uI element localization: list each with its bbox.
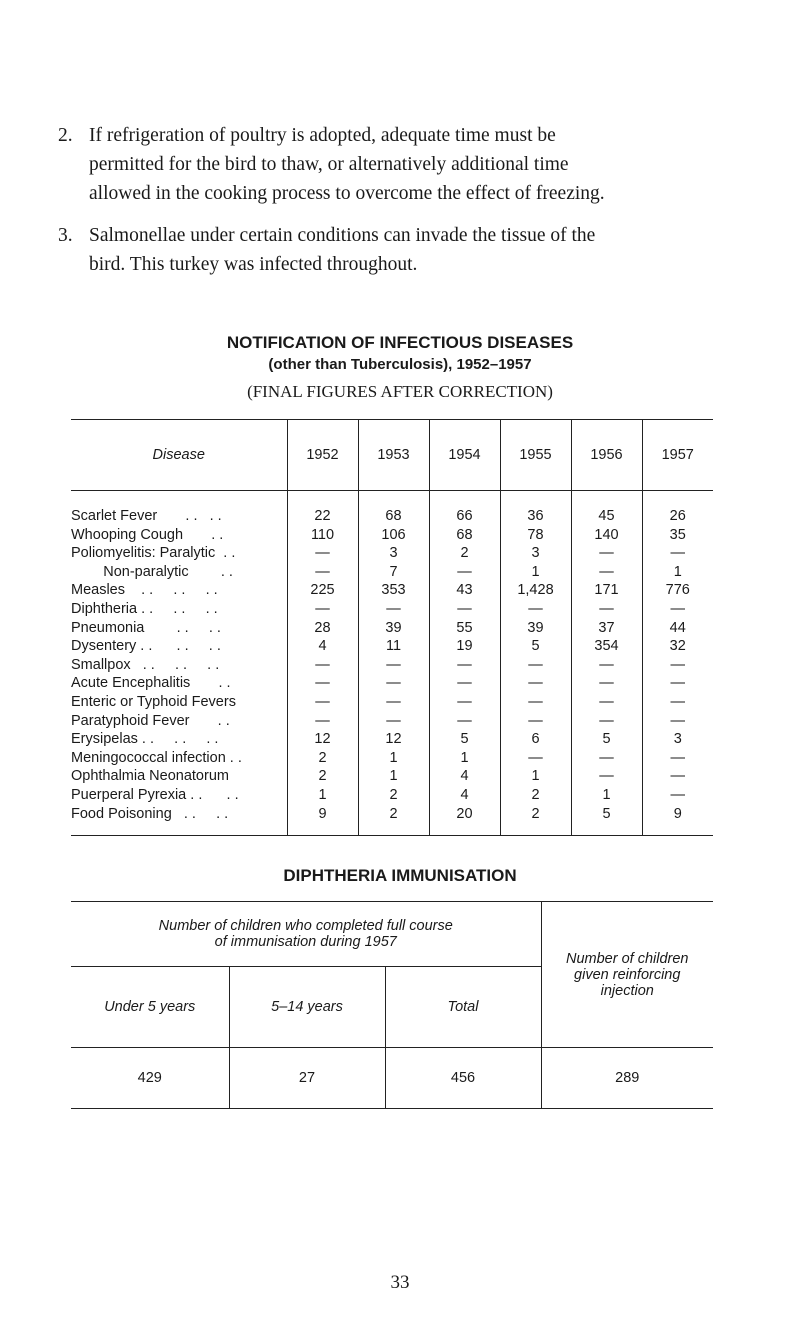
table-row	[71, 526, 713, 545]
table-cell: 140	[571, 526, 642, 545]
table-cell: 19	[429, 637, 500, 656]
disease-name: Scarlet Fever . . . .	[71, 508, 222, 524]
paragraph-line: Salmonellae under certain conditions can invade the tissue of the	[89, 225, 596, 246]
table-cell: —	[571, 712, 642, 731]
table-cell: 110	[287, 526, 358, 545]
disease-name: Dysentery . . . . . .	[71, 638, 221, 655]
table-cell: 3	[642, 730, 713, 749]
table-header-row	[71, 902, 713, 967]
table-cell: 28	[287, 619, 358, 638]
table-cell: —	[287, 563, 358, 582]
table-cell: 43	[429, 581, 500, 600]
table-cell: —	[287, 712, 358, 731]
table-cell: 1	[642, 563, 713, 582]
table-cell: —	[429, 712, 500, 731]
table-cell: —	[500, 674, 571, 693]
table-cell: 4	[287, 637, 358, 656]
table-cell: —	[642, 786, 713, 805]
table-cell: 9	[287, 805, 358, 836]
table-cell: 32	[642, 637, 713, 656]
notification-subtitle: (other than Tuberculosis), 1952–1957	[268, 356, 532, 373]
disease-name: Whooping Cough . .	[71, 526, 224, 543]
table-cell: 1	[500, 767, 571, 786]
disease-name: Erysipelas . . . . . .	[71, 731, 219, 748]
immunisation-table	[71, 901, 713, 1109]
table-cell: 68	[429, 526, 500, 545]
table-row	[71, 619, 713, 638]
table-cell: 1	[358, 767, 429, 786]
table-cell: —	[642, 749, 713, 768]
table-cell: 26	[642, 491, 713, 526]
table-cell: —	[571, 749, 642, 768]
table-cell: 35	[642, 526, 713, 545]
column-header: 1956	[571, 420, 642, 491]
table-cell: 2	[287, 767, 358, 786]
table-row	[71, 674, 713, 693]
reinforcing-header	[541, 902, 713, 1048]
paragraph-line: bird. This turkey was infected throughout.	[89, 254, 418, 275]
table-cell: 37	[571, 619, 642, 638]
table-row	[71, 712, 713, 731]
table-cell: —	[358, 600, 429, 619]
table-cell: 6	[500, 730, 571, 749]
table-cell: 20	[429, 805, 500, 836]
table-header-row	[71, 420, 713, 491]
table-row	[71, 544, 713, 563]
table-cell: —	[500, 749, 571, 768]
table-cell: —	[358, 674, 429, 693]
table-cell: —	[500, 693, 571, 712]
table-cell: —	[642, 656, 713, 675]
paragraph-line: If refrigeration of poultry is adopted, adequate time must be	[89, 125, 556, 146]
notification-table	[71, 419, 713, 836]
table-cell: —	[642, 767, 713, 786]
table-row	[71, 581, 713, 600]
disease-name: Poliomyelitis: Paralytic . .	[71, 545, 236, 562]
table-cell: —	[642, 693, 713, 712]
table-cell: 3	[500, 544, 571, 563]
table-row	[71, 563, 713, 582]
table-cell: 1	[429, 749, 500, 768]
paragraph-line: allowed in the cooking process to overcome the effect of freezing.	[89, 183, 605, 204]
table-row	[71, 786, 713, 805]
table-cell: 1	[358, 749, 429, 768]
table-row	[71, 805, 713, 836]
table-cell: —	[642, 600, 713, 619]
column-header: 5–14 years	[229, 967, 385, 1048]
table-cell: 78	[500, 526, 571, 545]
table-cell: —	[571, 544, 642, 563]
table-cell: 2	[358, 786, 429, 805]
disease-name: Food Poisoning . . . .	[71, 805, 287, 836]
table-cell: 456	[385, 1048, 541, 1109]
table-cell: 2	[358, 805, 429, 836]
table-cell: —	[571, 656, 642, 675]
header-line: given reinforcing	[574, 966, 681, 983]
immunisation-title: DIPHTHERIA IMMUNISATION	[283, 866, 517, 885]
column-header: 1952	[287, 420, 358, 491]
table-cell: 2	[287, 749, 358, 768]
table-cell: —	[429, 693, 500, 712]
column-header: Total	[385, 967, 541, 1048]
table-cell: 66	[429, 491, 500, 526]
table-cell: 4	[429, 786, 500, 805]
column-header: Disease	[71, 420, 287, 491]
disease-name: Non-paralytic . .	[71, 563, 233, 580]
header-line: of immunisation during 1957	[214, 934, 397, 950]
table-cell: —	[287, 656, 358, 675]
table-cell: 5	[500, 637, 571, 656]
table-cell: 36	[500, 491, 571, 526]
table-cell: —	[287, 544, 358, 563]
header-line: injection	[600, 982, 654, 999]
table-cell: 7	[358, 563, 429, 582]
table-row	[71, 637, 713, 656]
table-cell: —	[287, 674, 358, 693]
table-cell: —	[500, 712, 571, 731]
table-cell: —	[571, 767, 642, 786]
paragraph-3	[60, 221, 750, 279]
disease-name: Measles . . . . . .	[71, 582, 218, 599]
table-cell: —	[429, 563, 500, 582]
disease-name: Smallpox . . . . . .	[71, 656, 220, 673]
disease-name: Ophthalmia Neonatorum	[71, 768, 229, 785]
table-cell: 22	[287, 491, 358, 526]
table-cell: 289	[541, 1048, 713, 1109]
table-row	[71, 600, 713, 619]
table-cell: —	[500, 600, 571, 619]
table-cell: 68	[358, 491, 429, 526]
table-cell: 12	[287, 730, 358, 749]
table-cell: 2	[500, 805, 571, 836]
table-body	[71, 491, 713, 836]
disease-name: Diphtheria . . . . . .	[71, 600, 218, 617]
table-cell: 776	[642, 581, 713, 600]
table-cell: —	[287, 693, 358, 712]
table-row	[71, 749, 713, 768]
table-cell: 354	[571, 637, 642, 656]
column-header: Under 5 years	[71, 967, 229, 1048]
table-cell: 9	[642, 805, 713, 836]
table-cell: 1,428	[500, 581, 571, 600]
table-cell: 429	[71, 1048, 229, 1109]
table-cell: 4	[429, 767, 500, 786]
table-cell: —	[429, 600, 500, 619]
table-cell: —	[358, 712, 429, 731]
page-number: 33	[390, 1272, 410, 1293]
table-cell: 225	[287, 581, 358, 600]
table-cell: 45	[571, 491, 642, 526]
table-cell: 2	[429, 544, 500, 563]
table-cell: —	[358, 693, 429, 712]
notification-note: (FINAL FIGURES AFTER CORRECTION)	[247, 382, 553, 401]
table-cell: 3	[358, 544, 429, 563]
table-row	[71, 693, 713, 712]
table-cell: 171	[571, 581, 642, 600]
table-cell: 44	[642, 619, 713, 638]
disease-name: Paratyphoid Fever . .	[71, 712, 230, 729]
column-header: 1953	[358, 420, 429, 491]
completed-course-header	[71, 902, 541, 967]
paragraph-number: 3.	[58, 225, 73, 246]
table-cell: —	[642, 712, 713, 731]
table-row	[71, 730, 713, 749]
table-cell: —	[571, 600, 642, 619]
table-cell: 5	[571, 805, 642, 836]
column-header: 1954	[429, 420, 500, 491]
column-header: 1955	[500, 420, 571, 491]
table-cell: —	[358, 656, 429, 675]
column-header: 1957	[642, 420, 713, 491]
table-cell: 1	[287, 786, 358, 805]
table-cell: 1	[500, 563, 571, 582]
disease-name: Enteric or Typhoid Fevers	[71, 693, 236, 710]
table-cell: —	[287, 600, 358, 619]
table-row	[71, 491, 713, 526]
table-cell: 27	[229, 1048, 385, 1109]
table-cell: 5	[571, 730, 642, 749]
table-cell: 353	[358, 581, 429, 600]
table-cell: —	[429, 656, 500, 675]
table-cell: —	[571, 693, 642, 712]
disease-name: Puerperal Pyrexia . . . .	[71, 786, 239, 803]
table-cell: 12	[358, 730, 429, 749]
table-cell: —	[500, 656, 571, 675]
table-cell: —	[429, 674, 500, 693]
table-row	[71, 767, 713, 786]
paragraph-line: permitted for the bird to thaw, or alternatively additional time	[89, 154, 569, 175]
disease-name: Pneumonia . . . .	[71, 619, 221, 636]
header-line: Number of children	[566, 950, 689, 967]
table-row	[71, 1048, 713, 1109]
table-cell: —	[642, 674, 713, 693]
table-cell: 39	[500, 619, 571, 638]
table-cell: 39	[358, 619, 429, 638]
table-cell: 1	[571, 786, 642, 805]
table-cell: 55	[429, 619, 500, 638]
paragraph-2	[60, 121, 750, 208]
notification-title: NOTIFICATION OF INFECTIOUS DISEASES	[226, 333, 574, 352]
disease-name: Meningococcal infection . .	[71, 749, 242, 766]
paragraph-number: 2.	[58, 125, 73, 146]
table-cell: —	[571, 563, 642, 582]
table-cell: 11	[358, 637, 429, 656]
disease-name: Acute Encephalitis . .	[71, 675, 231, 692]
table-cell: 2	[500, 786, 571, 805]
header-line: Number of children who completed full course	[158, 918, 453, 934]
table-row	[71, 656, 713, 675]
table-cell: —	[571, 674, 642, 693]
table-cell: 5	[429, 730, 500, 749]
table-cell: —	[642, 544, 713, 563]
table-cell: 106	[358, 526, 429, 545]
